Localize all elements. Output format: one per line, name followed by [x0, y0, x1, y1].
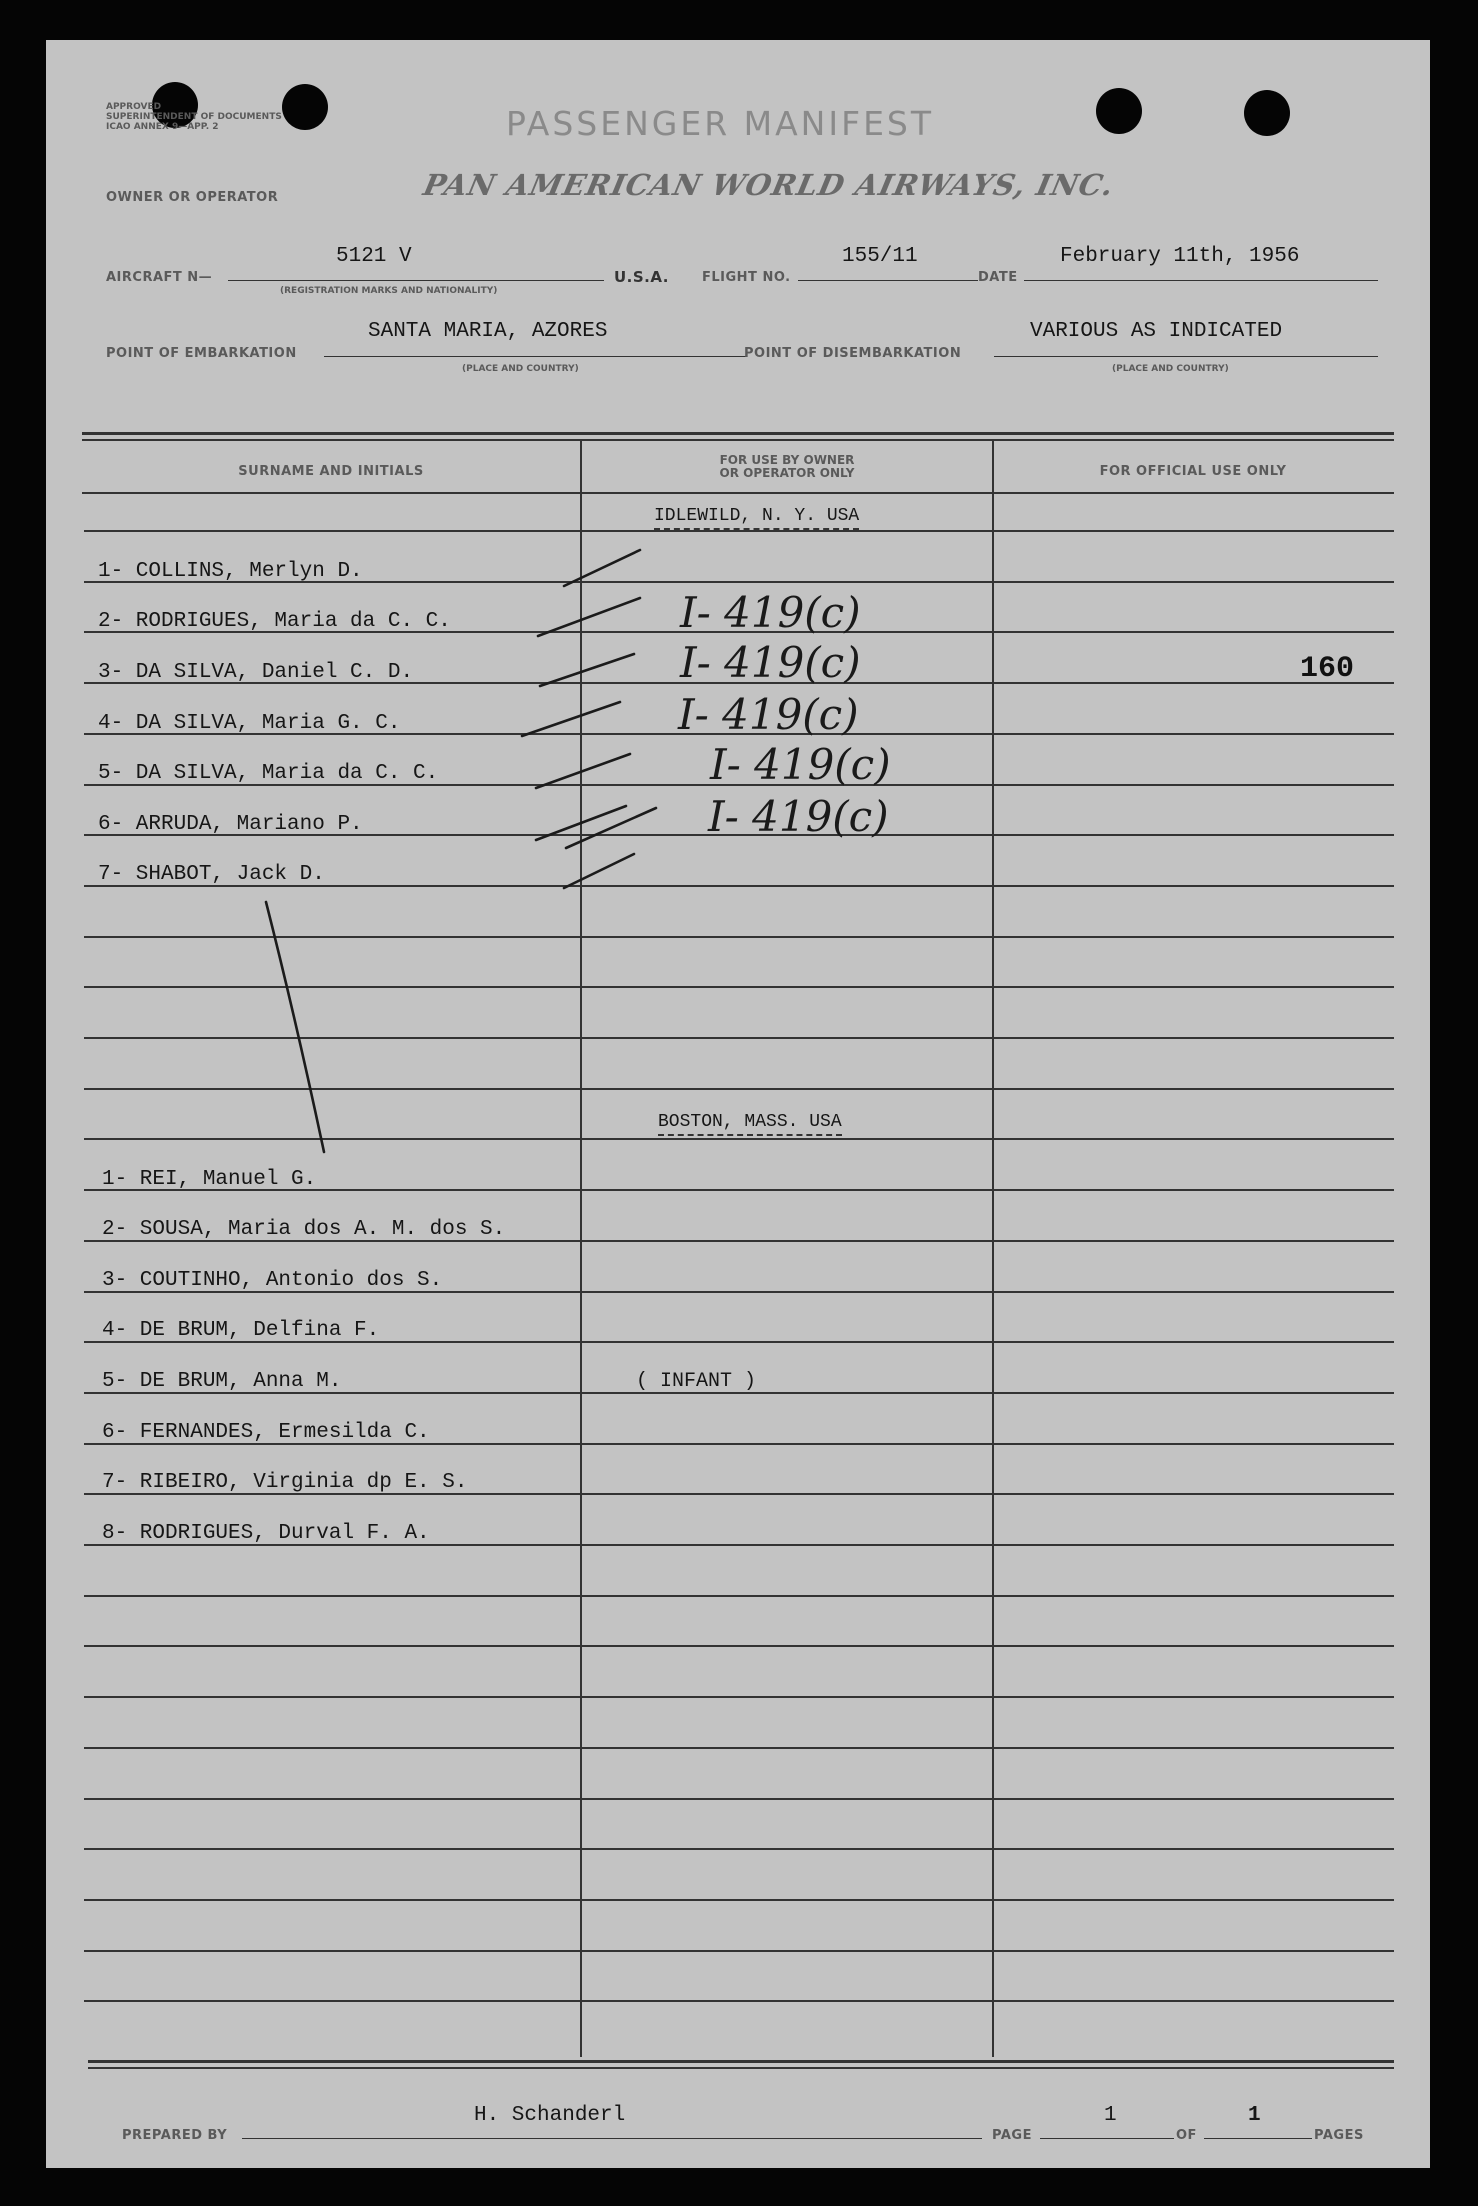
section-heading-boston: BOSTON, MASS. USA: [658, 1112, 842, 1136]
total-pages: 1: [1248, 2104, 1261, 2127]
disembark-place-note: (PLACE AND COUNTRY): [1112, 364, 1229, 374]
prepared-by-name: H. Schanderl: [474, 2104, 626, 2127]
passenger-row: 6- FERNANDES, Ermesilda C.: [102, 1421, 430, 1444]
page-number: 1: [1104, 2104, 1117, 2127]
aircraft-label: AIRCRAFT N—: [106, 270, 213, 285]
flight-number: 155/11: [842, 245, 918, 268]
airline-logo: PAN AMERICAN WORLD AIRWAYS, INC.: [420, 168, 1118, 202]
flight-date: February 11th, 1956: [1060, 245, 1300, 268]
form-ref-line: ICAO ANNEX 9—APP. 2: [106, 122, 219, 132]
embarkation-point: SANTA MARIA, AZORES: [368, 320, 608, 343]
manifest-sheet: [46, 40, 1430, 2168]
form-ref-line: APPROVED: [106, 102, 162, 112]
infant-note: ( INFANT ): [636, 1370, 757, 1393]
flight-label: FLIGHT NO.: [702, 270, 791, 285]
page-label: PAGE: [992, 2128, 1032, 2143]
passenger-row: 1- REI, Manuel G.: [102, 1168, 317, 1191]
passenger-row: 1- COLLINS, Merlyn D.: [98, 560, 363, 583]
page-underline: [1040, 2138, 1174, 2139]
passenger-row: 5- DA SILVA, Maria da C. C.: [98, 762, 439, 785]
passenger-row: 8- RODRIGUES, Durval F. A.: [102, 1522, 430, 1545]
embark-place-note: (PLACE AND COUNTRY): [462, 364, 579, 374]
prepared-underline: [242, 2138, 982, 2139]
usa-label: U.S.A.: [614, 268, 669, 286]
of-label: OF: [1176, 2128, 1197, 2143]
official-column-header: FOR OFFICIAL USE ONLY: [1099, 464, 1287, 479]
registration-note: (REGISTRATION MARKS AND NATIONALITY): [280, 286, 498, 296]
passenger-row: 6- ARRUDA, Mariano P.: [98, 813, 363, 836]
passenger-row: 3- DA SILVA, Daniel C. D.: [98, 661, 414, 684]
owner-column-header: FOR USE BY OWNER OR OPERATOR ONLY: [719, 453, 855, 480]
passenger-row: 5- DE BRUM, Anna M.: [102, 1370, 342, 1393]
passenger-row: 4- DA SILVA, Maria G. C.: [98, 712, 401, 735]
handwritten-code: I- 419(c): [710, 740, 891, 789]
aircraft-number: 5121 V: [336, 245, 412, 268]
prepared-by-label: PREPARED BY: [122, 2128, 228, 2143]
passenger-row: 2- RODRIGUES, Maria da C. C.: [98, 610, 451, 633]
pages-underline: [1204, 2138, 1312, 2139]
passenger-row: 7- RIBEIRO, Virginia dp E. S.: [102, 1471, 468, 1494]
surname-column-header: SURNAME AND INITIALS: [238, 464, 424, 479]
handwritten-check-marks: [46, 40, 1430, 2168]
disembarkation-point: VARIOUS AS INDICATED: [1030, 320, 1283, 343]
handwritten-code: I- 419(c): [680, 638, 861, 687]
passenger-row: 4- DE BRUM, Delfina F.: [102, 1319, 380, 1342]
official-number: 160: [1300, 652, 1355, 686]
disembarkation-label: POINT OF DISEMBARKATION: [744, 346, 962, 361]
passenger-row: 2- SOUSA, Maria dos A. M. dos S.: [102, 1218, 506, 1241]
passenger-row: 7- SHABOT, Jack D.: [98, 863, 325, 886]
page-title: PASSENGER MANIFEST: [506, 104, 935, 143]
owner-label: OWNER OR OPERATOR: [106, 190, 279, 205]
form-ref-line: SUPERINTENDENT OF DOCUMENTS: [106, 112, 282, 122]
passenger-row: 3- COUTINHO, Antonio dos S.: [102, 1269, 443, 1292]
date-label: DATE: [978, 270, 1018, 285]
handwritten-code: I- 419(c): [678, 690, 859, 739]
embarkation-label: POINT OF EMBARKATION: [106, 346, 297, 361]
pages-label: PAGES: [1314, 2128, 1364, 2143]
handwritten-code: I- 419(c): [680, 588, 861, 637]
section-heading-idlewild: IDLEWILD, N. Y. USA: [654, 506, 859, 530]
handwritten-code: I- 419(c): [708, 792, 889, 841]
